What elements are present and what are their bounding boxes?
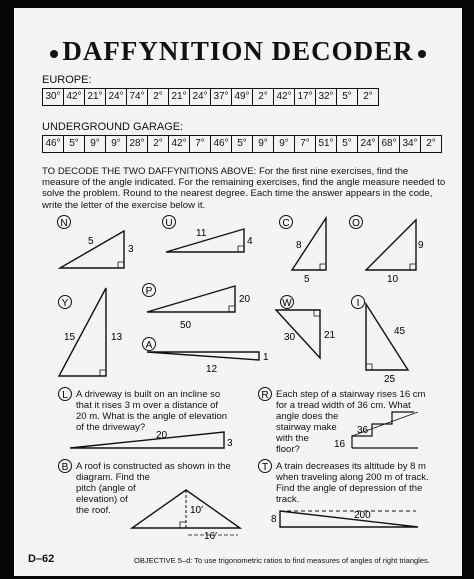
code-cell: 30°: [43, 89, 64, 105]
side-label: 16: [334, 439, 346, 450]
side-label: 8: [296, 240, 302, 251]
code-cell: 9°: [106, 136, 127, 152]
side-label: 9: [418, 240, 424, 251]
code-cell: 42°: [64, 89, 85, 105]
problem-r-text: Each step of a stairway rises 16 cm for a tread width of 36 cm. What angle does the stairway make with the floor?: [276, 389, 426, 455]
exercise-i: [352, 296, 409, 386]
code-cell: 34°: [400, 136, 421, 152]
problem-l-text: A driveway is built on an incline so that it rises 3 m over a distance of 20 m. What is the angle of elevation of the driveway?: [76, 389, 228, 433]
code-cell: 28°: [127, 136, 148, 152]
side-label: 3: [227, 438, 233, 449]
code-cell: 37°: [211, 89, 232, 105]
side-label: 13: [111, 332, 123, 343]
code-cell: 24°: [358, 136, 379, 152]
code-cell: 51°: [316, 136, 337, 152]
side-label: 10′: [190, 505, 203, 516]
code-cell: 2°: [426, 138, 436, 149]
objective-text: OBJECTIVE 5–d: To use trigonometric ratios to find measures of angles of right triangles.: [134, 556, 430, 565]
page-code: D–62: [28, 553, 55, 565]
side-label: 15: [64, 332, 76, 343]
code-cell: 21°: [169, 89, 190, 105]
code-cell: 46°: [211, 136, 232, 152]
code-cell: 42°: [169, 136, 190, 152]
side-label: 5: [304, 274, 310, 285]
svg-text:O: O: [352, 218, 360, 229]
side-label: 36: [357, 425, 369, 436]
svg-text:P: P: [145, 286, 153, 297]
side-label: 25: [384, 374, 396, 385]
side-label: 21: [324, 330, 336, 341]
code-cell: 2°: [148, 89, 169, 105]
code-cell: 49°: [232, 89, 253, 105]
exercise-n: [58, 216, 135, 269]
garage-label: UNDERGROUND GARAGE:: [42, 121, 184, 133]
exercise-y: [59, 288, 123, 376]
side-label: 11: [196, 228, 207, 239]
code-cell: 42°: [274, 89, 295, 105]
problem-b-text: A roof is constructed as shown in the diagram. Find the pitch (angle of elevation) of the roof.: [76, 461, 231, 516]
code-cell: 9°: [274, 136, 295, 152]
side-label: 10: [387, 274, 399, 285]
exercise-a: [143, 338, 270, 376]
page-title: DAFFYNITION DECODER: [14, 36, 462, 67]
svg-text:U: U: [165, 218, 173, 229]
code-cell: 5°: [337, 89, 358, 105]
exercise-o: [350, 216, 425, 286]
svg-text:W: W: [282, 298, 292, 309]
side-label: 16′: [204, 531, 217, 542]
code-cell: 5°: [337, 136, 358, 152]
side-label: 30: [284, 332, 296, 343]
code-cell: 21°: [85, 89, 106, 105]
code-cell: 9°: [253, 136, 274, 152]
exercise-p: [143, 284, 251, 332]
exercise-u: [163, 216, 254, 253]
side-label: 4: [247, 236, 253, 247]
side-label: 12: [206, 364, 218, 375]
code-cell: 74°: [127, 89, 148, 105]
side-label: 200: [354, 510, 371, 521]
side-label: 3: [128, 244, 134, 255]
code-cell: 2°: [148, 136, 169, 152]
svg-text:R: R: [261, 390, 269, 401]
svg-text:Y: Y: [61, 298, 69, 309]
europe-label: EUROPE:: [42, 74, 92, 86]
side-label: 20: [156, 430, 168, 441]
code-cell: 17°: [295, 89, 316, 105]
problem-t-text: A train decreases its altitude by 8 m when traveling along 200 m of track. Find the angle of depression of the track.: [276, 461, 429, 505]
instructions: TO DECODE THE TWO DAFFYNITIONS ABOVE: For the first nine exercises, find the measure of the angle indicated. For the remaining exercises, find the angle measure needed to solve the problem. Round to the nearest degree. Each time the answer appears in the code, write the letter of the exercise below it.: [42, 166, 446, 211]
side-label: 50: [180, 320, 192, 331]
exercise-w: [276, 296, 336, 359]
code-cell: 2°: [363, 91, 373, 102]
code-cell: 7°: [190, 136, 211, 152]
side-label: 5: [88, 236, 94, 247]
svg-text:L: L: [62, 390, 68, 401]
side-label: 20: [239, 294, 251, 305]
svg-text:B: B: [61, 462, 69, 473]
code-cell: 46°: [43, 136, 64, 152]
svg-text:T: T: [261, 462, 269, 473]
side-label: 8: [271, 514, 277, 525]
code-cell: 9°: [85, 136, 106, 152]
svg-text:C: C: [282, 218, 290, 229]
exercise-c: [280, 216, 327, 286]
worksheet: [14, 8, 462, 576]
code-cell: 32°: [316, 89, 337, 105]
side-label: 1: [263, 352, 269, 363]
svg-text:A: A: [145, 340, 153, 351]
code-cell: 24°: [190, 89, 211, 105]
code-cell: 7°: [295, 136, 316, 152]
code-cell: 5°: [64, 136, 85, 152]
code-cell: 5°: [232, 136, 253, 152]
code-cell: 68°: [379, 136, 400, 152]
svg-text:I: I: [356, 298, 360, 309]
code-cell: 2°: [253, 89, 274, 105]
side-label: 45: [394, 326, 406, 337]
exercise-letter: N: [60, 218, 68, 229]
code-cell: 24°: [106, 89, 127, 105]
